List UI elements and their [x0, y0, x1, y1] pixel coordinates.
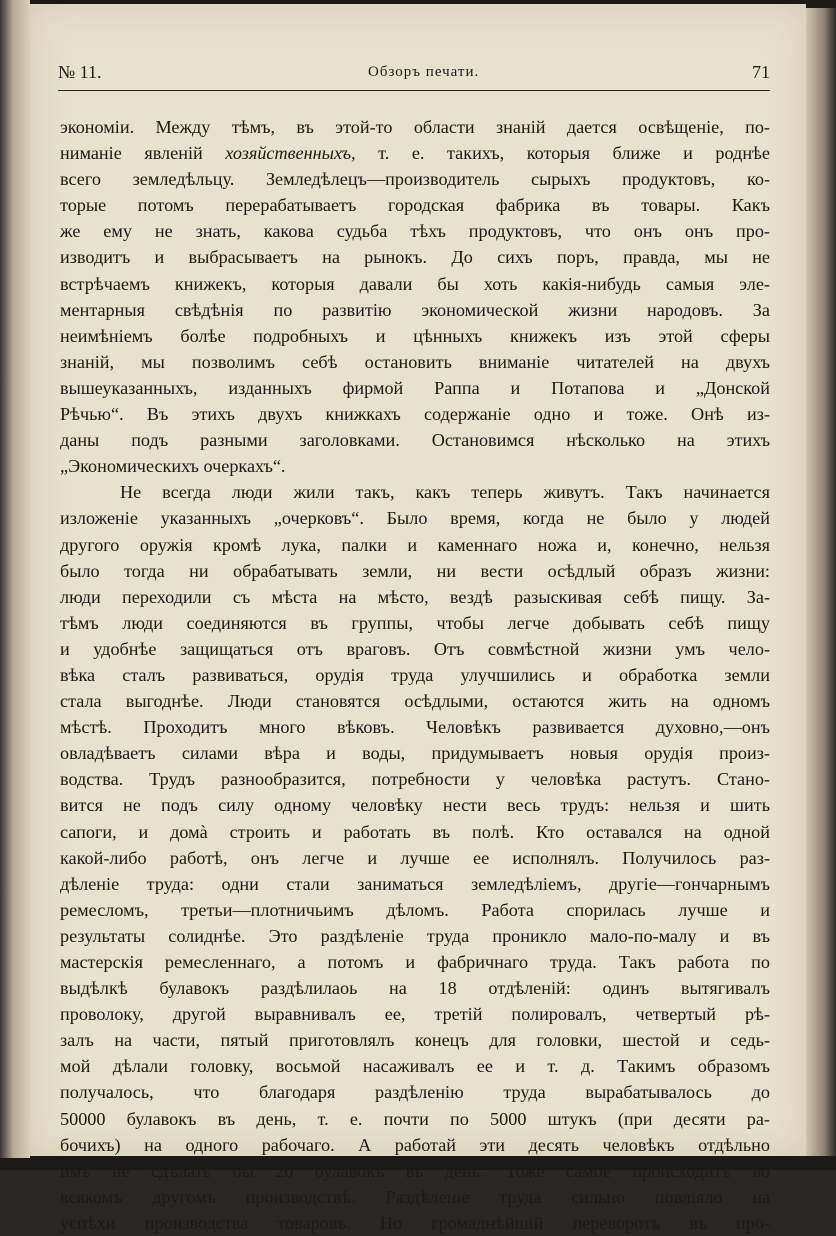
text-line: ментарныя свѣдѣнія по развитію экономической жизни народовъ. За	[60, 299, 770, 320]
text-line: знаній, мы позволимъ себѣ остановить вниманіе читателей на двухъ	[60, 351, 770, 372]
text-line: изложеніе указанныхъ „очерковъ“. Было время, когда не было у людей	[60, 508, 770, 529]
text-line: ниманіе явленій хозяйственныхъ, т. е. такихъ, которыя ближе и роднѣе	[60, 143, 770, 164]
header-rule	[58, 90, 770, 91]
text-line: вѣка сталъ развиваться, орудія труда улучшились и обработка земли	[60, 664, 770, 685]
text-line: и удобнѣе защищаться отъ враговъ. Отъ совмѣстной жизни умъ чело-	[60, 638, 770, 659]
text-line: мой дѣлали головку, восьмой насаживалъ ее и т. д. Такимъ образомъ	[60, 1056, 770, 1077]
body-text	[60, 114, 770, 1236]
text-line: „Экономическихъ очеркахъ“.	[60, 456, 286, 477]
text-line: залъ на части, пятый приготовлялъ конецъ для головки, шестой и седь-	[60, 1030, 770, 1051]
text-line: встрѣчаемъ книжекъ, которыя давали бы хоть какія-нибудь самыя эле-	[60, 273, 770, 294]
text-line: бочихъ) на одного рабочаго. А работай эти десять человѣкъ отдѣльно	[60, 1134, 770, 1155]
text-line: экономіи. Между тѣмъ, въ этой-то области знаній дается освѣщеніе, по-	[60, 117, 770, 137]
section-title: Обзоръ печати.	[368, 64, 480, 80]
text-line: всего земледѣльцу. Земледѣлецъ—производитель сырыхъ продуктовъ, ко-	[60, 169, 770, 190]
text-line: даны подъ разными заголовками. Остановимся нѣсколько на этихъ	[60, 430, 770, 451]
text-line: другого оружія кромѣ лука, палки и каменнаго ножа и, конечно, нельзя	[60, 534, 770, 555]
text-line: имъ не сдѣлать бы 20 булавокъ въ день. Тоже самое происходитъ во	[60, 1160, 770, 1181]
text-line: Рѣчью“. Въ этихъ двухъ книжкахъ содержаніе одно и тоже. Онѣ из-	[60, 404, 770, 425]
text-line: сапоги, и домà строить и работать въ полѣ. Кто оставался на одной	[60, 821, 770, 842]
text-line: дѣленіе труда: одни стали заниматься земледѣліемъ, другіе—гончарнымъ	[60, 873, 770, 894]
text-line: водства. Трудъ разнообразится, потребности у человѣка растутъ. Стано-	[60, 769, 770, 790]
text-line: тѣмъ люди соединяются въ группы, чтобы легче добывать себѣ пищу	[60, 612, 770, 633]
page-number: 71	[752, 62, 770, 82]
text-line: торые потомъ перерабатываетъ городская фабрика въ товары. Какъ	[60, 195, 770, 216]
text-line: неимѣніемъ болѣе подробныхъ и цѣнныхъ книжекъ изъ этой сферы	[60, 325, 770, 346]
issue-number: № 11.	[58, 62, 102, 82]
text-line: всякомъ другомъ производствѣ. Раздѣленіе труда сильно повліяло на	[60, 1186, 770, 1207]
book-page	[30, 4, 806, 1233]
text-line: мастерскія ремесленнаго, а потомъ и фабричнаго труда. Такъ работа по	[60, 952, 770, 972]
right-page-edge	[806, 8, 836, 1156]
text-line: же ему не знать, какова судьба тѣхъ продуктовъ, что онъ онъ про-	[60, 221, 770, 242]
text-line: какой-либо работѣ, онъ легче и лучше ее исполнялъ. Получилось раз-	[60, 847, 770, 868]
text-line: люди переходили съ мѣста на мѣсто, вездѣ разыскивая себѣ пищу. За-	[60, 586, 770, 607]
text-line: изводитъ и выбрасываетъ на рынокъ. До сихъ поръ, правда, мы не	[60, 247, 770, 268]
text-line: овладѣваетъ силами вѣра и воды, придумываетъ новыя орудія произ-	[60, 743, 770, 764]
running-header	[58, 62, 770, 90]
text-line: стала выгоднѣе. Люди становятся осѣдлыми, остаются жить на одномъ	[60, 691, 770, 712]
left-page-edge	[0, 0, 30, 1158]
text-line: проволоку, другой выравнивалъ ее, третій полировалъ, четвертый рѣ-	[60, 1004, 770, 1025]
text-line: вышеуказанныхъ, изданныхъ фирмой Раппа и Потапова и „Донской	[60, 377, 770, 398]
text-line: результаты солиднѣе. Это раздѣленіе труда проникло мало-по-малу и въ	[60, 925, 770, 946]
text-line: Не всегда люди жили такъ, какъ теперь живутъ. Такъ начинается	[120, 482, 770, 503]
text-line: было тогда ни обрабатывать земли, ни вести осѣдлый образъ жизни:	[60, 560, 770, 581]
text-line: получалось, что благодаря раздѣленію труда вырабатывалось до	[60, 1082, 770, 1103]
text-line: выдѣлкѣ булавокъ раздѣлилаоь на 18 отдѣленій: одинъ вытягивалъ	[60, 978, 770, 999]
text-line: успѣхи производства товаровъ. Но громаднѣйшій переворотъ въ про-	[60, 1212, 770, 1233]
text-line: мѣстѣ. Проходитъ много вѣковъ. Человѣкъ развивается духовно,—онъ	[60, 717, 770, 738]
text-line: 50000 булавокъ въ день, т. е. почти по 5000 штукъ (при десяти ра-	[60, 1108, 770, 1129]
text-line: ремесломъ, третьи—плотничьимъ дѣломъ. Работа спорилась лучше и	[60, 899, 770, 920]
text-line: вится не подъ силу одному человѣку нести весь трудъ: нельзя и шить	[60, 795, 770, 816]
